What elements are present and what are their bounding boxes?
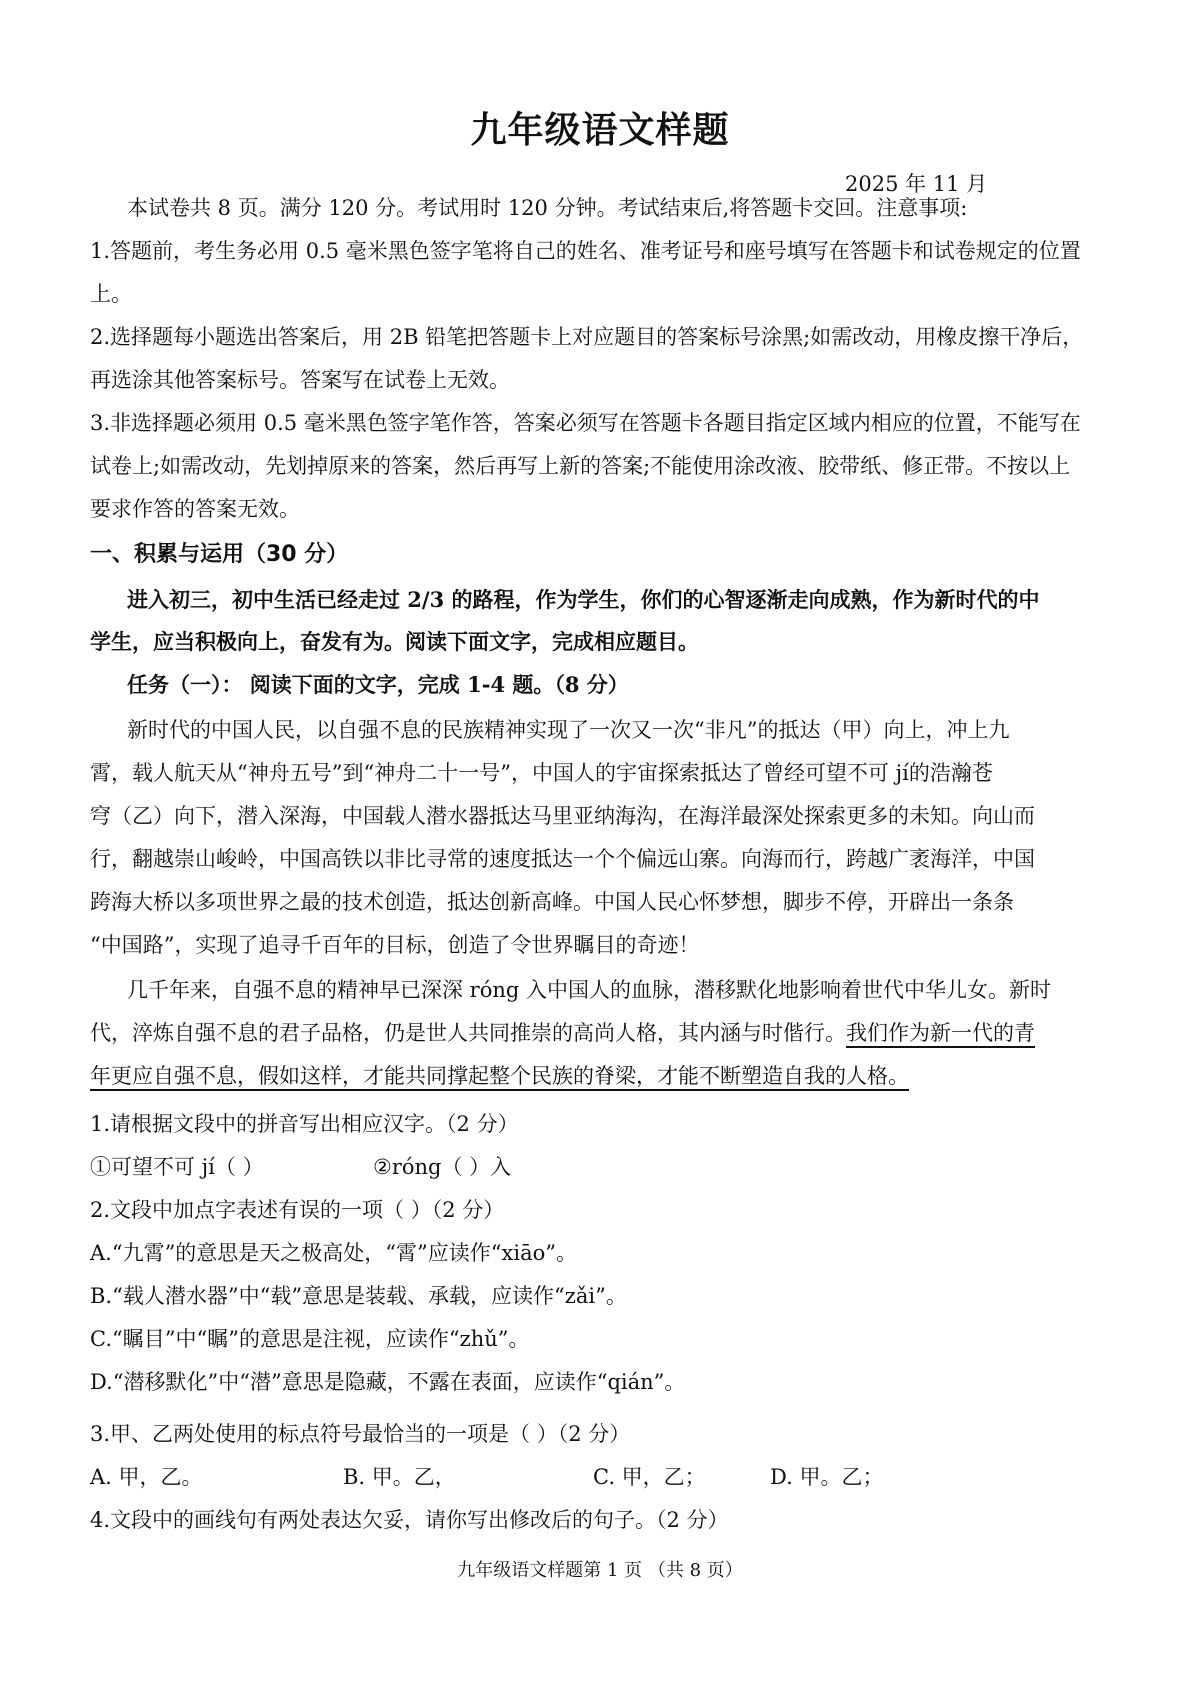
- instructions-intro: 本试卷共 8 页。满分 120 分。考试用时 120 分钟。考试结束后,将答题卡交回。注意事项:: [127, 196, 968, 220]
- page-title: 九年级语文样题: [470, 110, 730, 151]
- question-3-option-c: C. 甲，乙；: [593, 1465, 706, 1489]
- instruction-item-3-cont2: 要求作答的答案无效。: [90, 497, 300, 521]
- instruction-item-2: 2.选择题每小题选出答案后，用 2B 铅笔把答题卡上对应题目的答案标号涂黑;如需改动，用橡皮擦干净后，: [90, 325, 1084, 349]
- underlined-sentence: 我们作为新一代的青: [846, 1021, 1035, 1045]
- passage-line: 新时代的中国人民，以自强不息的民族精神实现了一次又一次“非凡”的抵达（甲）向上，冲上九: [127, 718, 1010, 742]
- passage-line: 几千年来，自强不息的精神早已深深 róng 入中国人的血脉，潜移默化地影响着世代中华儿女。新时: [127, 978, 1051, 1002]
- passage-line: 霄，载人航天从“神舟五号”到“神舟二十一号”，中国人的宇宙探索抵达了曾经可望不可 jí的浩瀚苍: [90, 761, 993, 785]
- question-1-part-a: ①可望不可 jí（ ）: [90, 1155, 264, 1179]
- task-heading: 任务（一）： 阅读下面的文字，完成 1-4 题。（8 分）: [127, 672, 629, 697]
- question-1: 1.请根据文段中的拼音写出相应汉字。（2 分）: [90, 1112, 519, 1136]
- question-4: 4.文段中的画线句有两处表达欠妥，请你写出修改后的句子。（2 分）: [90, 1508, 729, 1532]
- passage-text: 代，淬炼自强不息的君子品格，仍是世人共同推崇的高尚人格，其内涵与时偕行。: [90, 1021, 846, 1045]
- instruction-item-2-cont: 再选涂其他答案标号。答案写在试卷上无效。: [90, 368, 510, 392]
- passage-line: [90, 1018, 1035, 1048]
- question-3-option-d: D. 甲。乙；: [770, 1465, 884, 1489]
- underlined-sentence-cont: 年更应自强不息，假如这样，才能共同撑起整个民族的脊梁，才能不断塑造自我的人格。: [90, 1064, 909, 1088]
- exam-date: 2025 年 11 月: [845, 172, 988, 196]
- question-2: 2.文段中加点字表述有误的一项（ ）（2 分）: [90, 1198, 505, 1222]
- question-3-option-a: A. 甲，乙。: [90, 1465, 203, 1489]
- question-2-option-a: A.“九霄”的意思是天之极高处，“霄”应读作“xiāo”。: [90, 1241, 577, 1265]
- passage-line: 行，翻越崇山峻岭，中国高铁以非比寻常的速度抵达一个个偏远山寨。向海而行，跨越广袤海洋，中国: [90, 847, 1035, 871]
- page-footer: 九年级语文样题第 1 页 （共 8 页）: [457, 1560, 743, 1581]
- instruction-item-3: 3.非选择题必须用 0.5 毫米黑色签字笔作答，答案必须写在答题卡各题目指定区域内相应的位置，不能写在: [90, 411, 1081, 435]
- question-3-option-b: B. 甲。乙，: [343, 1465, 456, 1489]
- section-heading: 一、积累与运用（30 分）: [90, 542, 349, 567]
- question-1-part-b: ②róng（ ）入: [373, 1155, 512, 1179]
- instruction-item-3-cont: 试卷上;如需改动，先划掉原来的答案，然后再写上新的答案;不能使用涂改液、胶带纸、修正带。不按以上: [90, 454, 1071, 478]
- instruction-item-1: 1.答题前，考生务必用 0.5 毫米黑色签字笔将自己的姓名、准考证号和座号填写在答题卡和试卷规定的位置: [90, 239, 1081, 263]
- passage-line: 穹（乙）向下，潜入深海，中国载人潜水器抵达马里亚纳海沟，在海洋最深处探索更多的未知。向山而: [90, 804, 1035, 828]
- question-2-option-d: D.“潜移默化”中“潜”意思是隐藏，不露在表面，应读作“qián”。: [90, 1370, 686, 1394]
- instruction-item-1-cont: 上。: [90, 282, 132, 306]
- section-lead: 进入初三，初中生活已经走过 2/3 的路程，作为学生，你们的心智逐渐走向成熟，作为新时代的中: [127, 587, 1040, 612]
- passage-line: “中国路”，实现了追寻千百年的目标，创造了令世界瞩目的奇迹！: [90, 933, 700, 957]
- question-3: 3.甲、乙两处使用的标点符号最恰当的一项是（ ）（2 分）: [90, 1422, 631, 1446]
- section-lead-cont: 学生，应当积极向上，奋发有为。阅读下面文字，完成相应题目。: [90, 629, 699, 654]
- passage-line: 跨海大桥以多项世界之最的技术创造，抵达创新高峰。中国人民心怀梦想，脚步不停，开辟出一条条: [90, 890, 1014, 914]
- question-2-option-c: C.“瞩目”中“瞩”的意思是注视，应读作“zhǔ”。: [90, 1327, 530, 1351]
- question-2-option-b: B.“载人潜水器”中“载”意思是装载、承载，应读作“zǎi”。: [90, 1284, 627, 1308]
